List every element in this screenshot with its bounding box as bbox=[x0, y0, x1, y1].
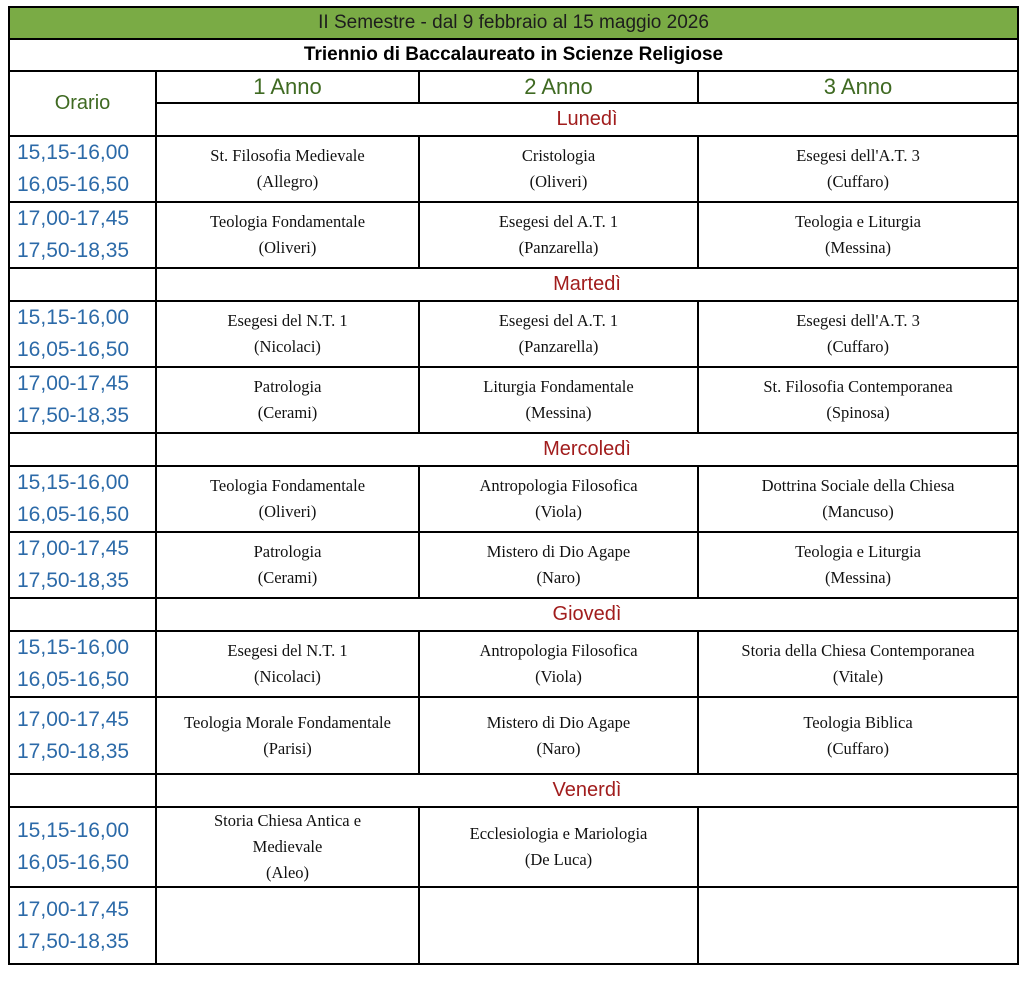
day-time-blank bbox=[9, 268, 156, 301]
teacher-name: (Oliveri) bbox=[529, 172, 588, 191]
time-start: 15,15-16,00 bbox=[17, 636, 130, 659]
slot-row bbox=[9, 887, 1018, 964]
time-cell bbox=[9, 136, 156, 202]
title-row bbox=[9, 7, 1018, 39]
teacher-name: (Cerami) bbox=[257, 403, 318, 422]
slot-row bbox=[9, 136, 1018, 202]
course-name: Teologia Fondamentale bbox=[209, 476, 366, 495]
slot-row bbox=[9, 532, 1018, 598]
time-start: 15,15-16,00 bbox=[17, 819, 130, 842]
time-cell bbox=[9, 631, 156, 697]
teacher-name: (Viola) bbox=[535, 502, 582, 521]
day-row bbox=[9, 598, 1018, 631]
course-cell bbox=[698, 807, 1018, 887]
course-cell bbox=[156, 466, 419, 532]
course-name: Esegesi del A.T. 1 bbox=[498, 311, 619, 330]
time-end: 16,05-16,50 bbox=[17, 851, 130, 874]
time-end: 17,50-18,35 bbox=[17, 569, 130, 592]
year-header-row bbox=[9, 71, 1018, 103]
slot-row bbox=[9, 367, 1018, 433]
time-start: 17,00-17,45 bbox=[17, 207, 130, 230]
course-name: Storia Chiesa Antica e bbox=[213, 811, 362, 830]
course-name: Teologia e Liturgia bbox=[795, 212, 921, 231]
day-row bbox=[9, 433, 1018, 466]
teacher-name: (Vitale) bbox=[832, 667, 884, 686]
teacher-name: (Cuffaro) bbox=[827, 738, 890, 758]
time-end: 17,50-18,35 bbox=[17, 739, 130, 763]
course-cell bbox=[698, 202, 1018, 268]
course-name: St. Filosofia Medievale bbox=[210, 146, 365, 165]
time-end: 17,50-18,35 bbox=[17, 239, 130, 262]
teacher-name: (Messina) bbox=[825, 568, 892, 587]
day-time-blank bbox=[9, 774, 156, 807]
teacher-name: (Parisi) bbox=[263, 738, 312, 758]
teacher-name: (De Luca) bbox=[524, 850, 593, 869]
slot-row bbox=[9, 301, 1018, 367]
time-start: 17,00-17,45 bbox=[17, 537, 130, 560]
course-name: Ecclesiologia e Mariologia bbox=[469, 824, 648, 843]
course-cell bbox=[156, 697, 419, 774]
course-cell bbox=[419, 887, 698, 964]
course-cell bbox=[419, 466, 698, 532]
course-cell bbox=[156, 202, 419, 268]
course-cell bbox=[419, 367, 698, 433]
course-name: Esegesi del N.T. 1 bbox=[227, 641, 348, 660]
day-name: Lunedì bbox=[156, 103, 1018, 136]
course-cell bbox=[419, 136, 698, 202]
course-cell bbox=[698, 697, 1018, 774]
teacher-name: (Cuffaro) bbox=[827, 337, 890, 356]
course-name: Antropologia Filosofica bbox=[479, 476, 638, 495]
course-name: Antropologia Filosofica bbox=[479, 641, 638, 660]
day-name: Giovedì bbox=[156, 598, 1018, 631]
year-header-2: 2 Anno bbox=[419, 71, 698, 103]
teacher-name: (Viola) bbox=[535, 667, 582, 686]
course-cell bbox=[698, 887, 1018, 964]
course-name: Dottrina Sociale della Chiesa bbox=[761, 476, 955, 495]
course-cell bbox=[419, 532, 698, 598]
time-end: 16,05-16,50 bbox=[17, 338, 130, 361]
course-cell bbox=[698, 367, 1018, 433]
course-cell bbox=[156, 367, 419, 433]
slot-row bbox=[9, 466, 1018, 532]
day-row bbox=[9, 103, 1018, 136]
time-end: 16,05-16,50 bbox=[17, 668, 130, 691]
day-row bbox=[9, 268, 1018, 301]
teacher-name: (Nicolaci) bbox=[254, 337, 321, 356]
course-cell bbox=[698, 631, 1018, 697]
teacher-name: (Allegro) bbox=[256, 172, 319, 191]
teacher-name: (Cerami) bbox=[257, 568, 318, 587]
year-header-1: 1 Anno bbox=[156, 71, 419, 103]
day-name: Mercoledì bbox=[156, 433, 1018, 466]
course-cell bbox=[156, 136, 419, 202]
day-row bbox=[9, 774, 1018, 807]
slot-row bbox=[9, 631, 1018, 697]
course-cell bbox=[419, 301, 698, 367]
course-name: Teologia Morale Fondamentale bbox=[184, 712, 391, 732]
course-cell bbox=[156, 631, 419, 697]
course-cell bbox=[156, 532, 419, 598]
course-cell bbox=[698, 532, 1018, 598]
teacher-name: (Oliveri) bbox=[258, 238, 317, 257]
course-name-cont: Medievale bbox=[252, 837, 323, 856]
time-cell bbox=[9, 301, 156, 367]
teacher-name: (Mancuso) bbox=[822, 502, 894, 521]
orario-header: Orario bbox=[9, 71, 156, 136]
time-start: 17,00-17,45 bbox=[17, 897, 130, 921]
teacher-name: (Aleo) bbox=[265, 863, 310, 882]
slot-row bbox=[9, 807, 1018, 887]
day-time-blank bbox=[9, 598, 156, 631]
time-end: 17,50-18,35 bbox=[17, 404, 130, 427]
course-name: Teologia Fondamentale bbox=[209, 212, 366, 231]
course-cell bbox=[156, 301, 419, 367]
time-cell bbox=[9, 367, 156, 433]
course-cell bbox=[419, 697, 698, 774]
course-name: Esegesi dell'A.T. 3 bbox=[796, 311, 920, 330]
teacher-name: (Messina) bbox=[525, 403, 592, 422]
teacher-name: (Naro) bbox=[536, 738, 581, 758]
course-cell bbox=[419, 807, 698, 887]
teacher-name: (Oliveri) bbox=[258, 502, 317, 521]
teacher-name: (Panzarella) bbox=[518, 238, 599, 257]
time-end: 16,05-16,50 bbox=[17, 503, 130, 526]
schedule-body bbox=[9, 7, 1018, 964]
time-cell bbox=[9, 887, 156, 964]
course-name: Teologia e Liturgia bbox=[795, 542, 921, 561]
time-start: 17,00-17,45 bbox=[17, 372, 130, 395]
program-title: Triennio di Baccalaureato in Scienze Religiose bbox=[9, 39, 1018, 71]
time-start: 15,15-16,00 bbox=[17, 471, 130, 494]
teacher-name: (Nicolaci) bbox=[254, 667, 321, 686]
course-name: Teologia Biblica bbox=[803, 712, 913, 732]
semester-title: II Semestre - dal 9 febbraio al 15 maggio 2026 bbox=[9, 7, 1018, 39]
course-cell bbox=[156, 807, 419, 887]
time-cell bbox=[9, 202, 156, 268]
course-name: St. Filosofia Contemporanea bbox=[763, 377, 953, 396]
schedule-table bbox=[8, 6, 1019, 965]
day-time-blank bbox=[9, 433, 156, 466]
course-name: Storia della Chiesa Contemporanea bbox=[741, 641, 975, 660]
course-name: Esegesi del A.T. 1 bbox=[498, 212, 619, 231]
course-name: Esegesi del N.T. 1 bbox=[227, 311, 348, 330]
teacher-name: (Spinosa) bbox=[826, 403, 890, 422]
day-name: Venerdì bbox=[156, 774, 1018, 807]
time-cell bbox=[9, 466, 156, 532]
course-cell bbox=[419, 202, 698, 268]
course-name: Cristologia bbox=[521, 146, 596, 165]
course-name: Liturgia Fondamentale bbox=[483, 377, 634, 396]
course-name: Patrologia bbox=[253, 377, 322, 396]
teacher-name: (Panzarella) bbox=[518, 337, 599, 356]
time-end: 16,05-16,50 bbox=[17, 173, 130, 196]
course-cell bbox=[419, 631, 698, 697]
subtitle-row bbox=[9, 39, 1018, 71]
course-name: Patrologia bbox=[253, 542, 322, 561]
year-header-3: 3 Anno bbox=[698, 71, 1018, 103]
slot-row bbox=[9, 697, 1018, 774]
course-name: Mistero di Dio Agape bbox=[486, 712, 631, 732]
course-cell bbox=[156, 887, 419, 964]
teacher-name: (Cuffaro) bbox=[827, 172, 890, 191]
time-cell bbox=[9, 807, 156, 887]
teacher-name: (Messina) bbox=[825, 238, 892, 257]
time-start: 15,15-16,00 bbox=[17, 141, 130, 164]
time-start: 15,15-16,00 bbox=[17, 306, 130, 329]
time-cell bbox=[9, 532, 156, 598]
course-name: Mistero di Dio Agape bbox=[486, 542, 631, 561]
course-name: Esegesi dell'A.T. 3 bbox=[796, 146, 920, 165]
course-cell bbox=[698, 466, 1018, 532]
time-end: 17,50-18,35 bbox=[17, 929, 130, 953]
slot-row bbox=[9, 202, 1018, 268]
course-cell bbox=[698, 136, 1018, 202]
time-cell bbox=[9, 697, 156, 774]
course-cell bbox=[698, 301, 1018, 367]
day-name: Martedì bbox=[156, 268, 1018, 301]
time-start: 17,00-17,45 bbox=[17, 707, 130, 731]
teacher-name: (Naro) bbox=[536, 568, 581, 587]
